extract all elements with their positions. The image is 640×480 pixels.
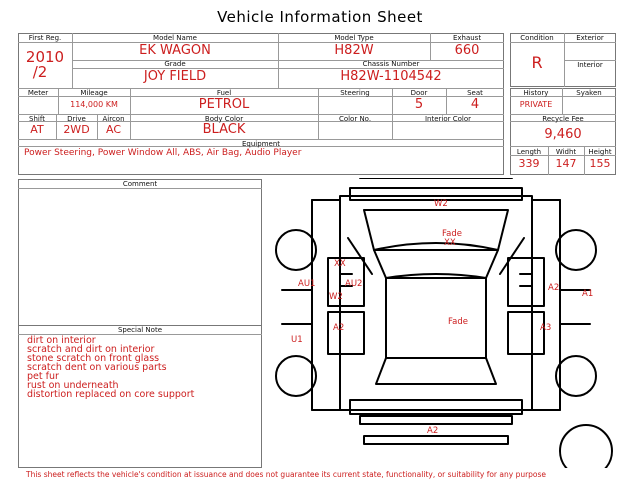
chassis-number-value: H82W-1104542: [340, 69, 442, 84]
model-name-label: Model Name: [153, 34, 197, 42]
first-reg-year: 2010: [25, 48, 65, 66]
first-reg-month: /2: [32, 63, 48, 81]
damage-mark: A2: [548, 283, 560, 293]
shift-label: Shift: [29, 115, 45, 123]
shift-value: AT: [30, 123, 44, 136]
model-name-value: EK WAGON: [139, 43, 211, 58]
recycle-fee-label: Recycle Fee: [542, 115, 584, 123]
body-color-value: BLACK: [202, 122, 246, 137]
comment-label: Comment: [122, 180, 158, 188]
drive-value: 2WD: [63, 123, 90, 136]
fuel-label: Fuel: [216, 89, 232, 97]
chassis-number-label: Chassis Number: [362, 60, 420, 68]
door-label: Door: [410, 89, 428, 97]
width-label: Widht: [555, 148, 577, 156]
body-color-label: Body Color: [204, 115, 244, 123]
special-note-line: scratch dent on various parts: [27, 362, 167, 373]
damage-mark: Fade: [442, 229, 462, 239]
damage-mark: AU2: [345, 279, 363, 289]
wheel-rear-left: [276, 356, 316, 396]
special-note-label: Special Note: [117, 326, 163, 334]
drive-label: Drive: [67, 115, 86, 123]
fuel-value: PETROL: [198, 97, 250, 112]
damage-mark: A2: [333, 323, 345, 333]
length-value: 339: [518, 157, 540, 170]
grade-value: JOY FIELD: [143, 69, 207, 84]
interior-label: Interior: [577, 61, 603, 69]
recycle-fee-value: 9,460: [544, 127, 582, 142]
width-value: 147: [555, 157, 577, 170]
damage-mark: W2: [434, 199, 448, 209]
mileage-value: 114,000 KM: [70, 100, 118, 109]
door-value: 5: [414, 97, 424, 112]
interior-color-label: Interior Color: [424, 115, 472, 123]
meter-label: Meter: [27, 89, 49, 97]
damage-mark: XX: [334, 259, 346, 269]
damage-mark: AU1: [298, 279, 316, 289]
condition-value: R: [531, 53, 543, 72]
special-note-line: distortion replaced on core support: [27, 389, 195, 400]
model-type-label: Model Type: [334, 34, 374, 42]
wheel-front-left: [276, 230, 316, 270]
exterior-label: Exterior: [576, 34, 604, 42]
comment-box: [18, 179, 262, 326]
seat-label: Seat: [467, 89, 483, 97]
special-note-line: pet fur: [27, 371, 59, 382]
history-value: PRIVATE: [519, 100, 553, 109]
aircon-label: Aircon: [102, 115, 125, 123]
exhaust-value: 660: [454, 43, 480, 58]
history-label: History: [523, 89, 549, 97]
height-value: 155: [589, 157, 611, 170]
special-note-line: scratch and dirt on interior: [27, 344, 155, 355]
damage-mark: A1: [582, 289, 594, 299]
sheet-title: Vehicle Information Sheet: [217, 8, 423, 26]
spare-wheel: [560, 425, 612, 468]
damage-mark: Fade: [448, 317, 468, 327]
length-label: Length: [516, 148, 542, 156]
color-no-label: Color No.: [338, 115, 372, 123]
mileage-label: Mileage: [80, 89, 108, 97]
wheel-rear-right: [556, 356, 596, 396]
damage-mark: W2: [329, 292, 343, 302]
equipment-label: Equipment: [242, 140, 280, 148]
grade-label: Grade: [164, 60, 186, 68]
exhaust-label: Exhaust: [452, 34, 482, 42]
damage-mark: A3: [540, 323, 552, 333]
model-type-value: H82W: [334, 43, 374, 58]
special-note-line: stone scratch on front glass: [27, 353, 160, 364]
damage-mark: A2: [427, 426, 439, 436]
wheel-front-right: [556, 230, 596, 270]
equipment-value: Power Steering, Power Window All, ABS, Air Bag, Audio Player: [24, 148, 302, 158]
damage-mark: XX: [444, 238, 456, 248]
special-note-line: rust on underneath: [27, 380, 119, 391]
seat-value: 4: [470, 97, 480, 112]
disclaimer-footer: This sheet reflects the vehicle's condition at issuance and does not guarantee its current state, functionality, or suitability for any purpose: [26, 470, 547, 479]
syaken-label: Syaken: [576, 89, 602, 97]
damage-mark: U1: [291, 335, 303, 345]
height-label: Height: [588, 148, 612, 156]
aircon-value: AC: [105, 123, 121, 136]
condition-label: Condition: [520, 34, 554, 42]
first-reg-label: First Reg.: [28, 34, 62, 42]
special-note-line: dirt on interior: [27, 335, 96, 346]
steering-label: Steering: [340, 89, 370, 97]
